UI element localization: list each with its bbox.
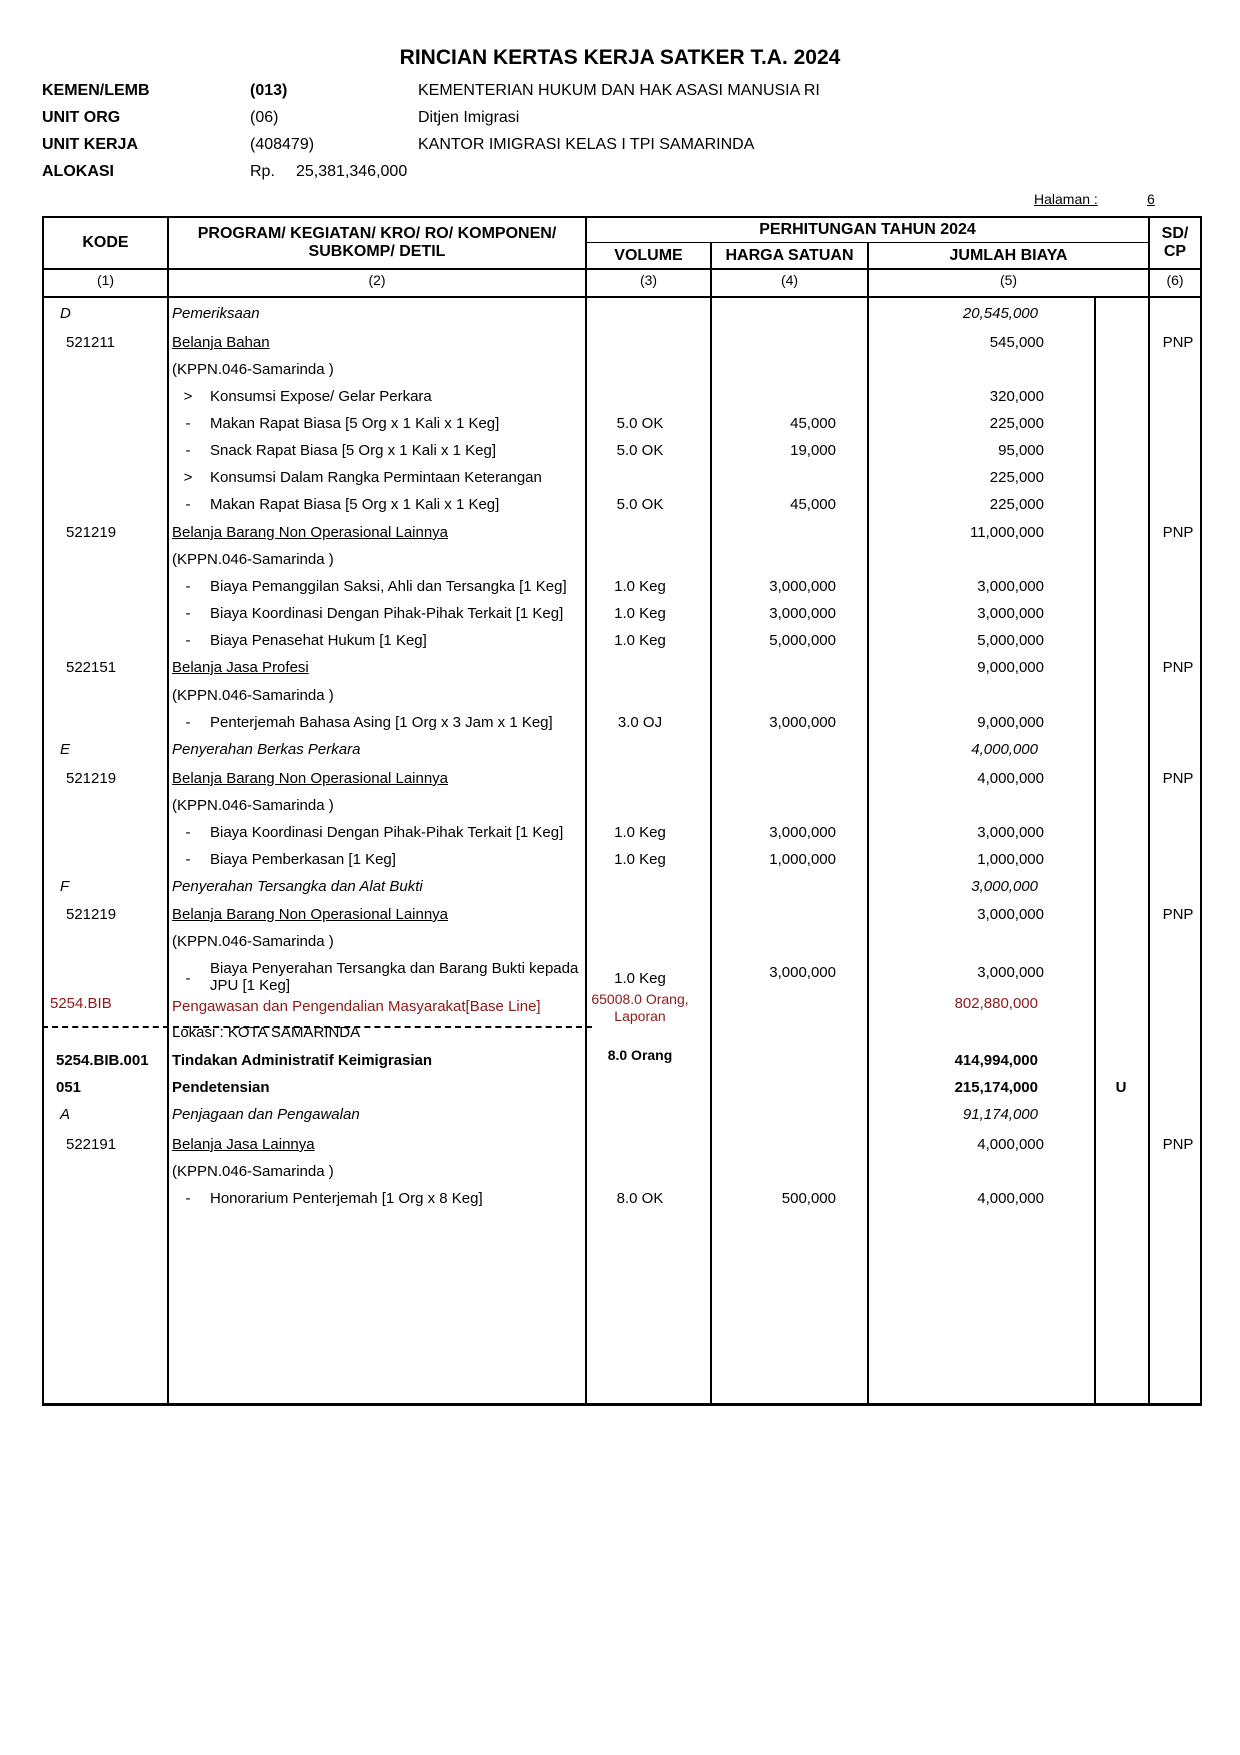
row-jumlah: 3,000,000	[977, 906, 1044, 923]
row-volume: 8.0 Orang	[607, 1047, 673, 1063]
row-marker: -	[185, 632, 191, 649]
row-jumlah: 4,000,000	[977, 770, 1044, 787]
row-volume: 5.0 OK	[616, 442, 664, 459]
row-harga: 3,000,000	[769, 714, 836, 731]
meta-name: KANTOR IMIGRASI KELAS I TPI SAMARINDA	[418, 136, 755, 153]
row-program: Belanja Bahan	[172, 334, 270, 351]
row-harga: 45,000	[790, 415, 836, 432]
column-divider	[867, 242, 869, 1406]
row-sdcp: PNP	[1162, 1136, 1194, 1153]
row-detail: Biaya Koordinasi Dengan Pihak-Pihak Terkait [1 Keg]	[210, 605, 564, 622]
meta-code: (013)	[250, 82, 288, 99]
row-volume: 5.0 OK	[616, 496, 664, 513]
row-harga: 19,000	[790, 442, 836, 459]
column-divider	[1094, 298, 1096, 1406]
row-sdcp: PNP	[1162, 659, 1194, 676]
column-divider	[1148, 216, 1150, 1406]
meta-code: (06)	[250, 109, 279, 126]
row-detail: Penterjemah Bahasa Asing [1 Org x 3 Jam x 1 Keg]	[210, 714, 553, 731]
meta-code: (408479)	[250, 136, 315, 153]
row-marker: >	[183, 469, 193, 486]
row-jumlah: 1,000,000	[977, 851, 1044, 868]
row-jumlah: 3,000,000	[971, 878, 1038, 895]
row-detail: Biaya Penyerahan Tersangka dan Barang Bukti kepada JPU [1 Keg]	[210, 960, 579, 994]
row-jumlah: 3,000,000	[977, 578, 1044, 595]
row-program: Pendetensian	[172, 1079, 270, 1096]
column-number: (6)	[1166, 272, 1184, 288]
page-label: Halaman :	[1034, 191, 1098, 207]
row-volume: 1.0 Keg	[614, 970, 666, 987]
header-divider	[42, 296, 1202, 298]
row-jumlah: 320,000	[989, 388, 1044, 405]
row-program: Belanja Barang Non Operasional Lainnya	[172, 524, 449, 541]
row-detail: Biaya Penasehat Hukum [1 Keg]	[210, 632, 427, 649]
row-detail: Makan Rapat Biasa [5 Org x 1 Kali x 1 Keg]	[210, 496, 500, 513]
row-program: Penjagaan dan Pengawalan	[172, 1106, 360, 1123]
row-sdcp: PNP	[1162, 524, 1194, 541]
row-jumlah: 3,000,000	[977, 824, 1044, 841]
row-marker: -	[185, 415, 191, 432]
row-volume: 3.0 OJ	[617, 714, 663, 731]
row-marker: -	[185, 442, 191, 459]
row-program: (KPPN.046-Samarinda )	[172, 687, 334, 704]
row-harga: 45,000	[790, 496, 836, 513]
column-number: (2)	[368, 272, 386, 288]
meta-kemen-lemb	[42, 82, 1042, 104]
column-divider	[585, 216, 587, 1406]
column-number: (1)	[96, 272, 115, 288]
row-jumlah: 225,000	[989, 496, 1044, 513]
meta-unit-org	[42, 109, 1042, 131]
meta-name: 25,381,346,000	[296, 163, 408, 180]
row-detail: Konsumsi Dalam Rangka Permintaan Keterangan	[210, 469, 542, 486]
header-harga: HARGA SATUAN	[725, 246, 854, 264]
header-program: PROGRAM/ KEGIATAN/ KRO/ RO/ KOMPONEN/ SUBKOMP/ DETIL	[197, 225, 557, 260]
row-kode: 5254.BIB.001	[56, 1052, 149, 1069]
row-detail: Biaya Koordinasi Dengan Pihak-Pihak Terkait [1 Keg]	[210, 824, 564, 841]
row-volume: 1.0 Keg	[614, 605, 666, 622]
row-program: Penyerahan Tersangka dan Alat Bukti	[172, 878, 423, 895]
meta-name: KEMENTERIAN HUKUM DAN HAK ASASI MANUSIA RI	[418, 82, 820, 99]
header-sdcp: SD/ CP	[1161, 225, 1189, 260]
row-detail: Honorarium Penterjemah [1 Org x 8 Keg]	[210, 1190, 483, 1207]
row-marker: -	[185, 496, 191, 513]
row-sdcp: PNP	[1162, 334, 1194, 351]
page-number: 6	[1147, 191, 1155, 207]
row-jumlah: 4,000,000	[971, 741, 1038, 758]
row-kode: 522151	[66, 659, 117, 676]
row-jumlah: 4,000,000	[977, 1190, 1044, 1207]
row-marker: -	[185, 1190, 191, 1207]
row-jumlah: 9,000,000	[977, 714, 1044, 731]
row-jumlah: 91,174,000	[962, 1106, 1038, 1123]
row-harga: 3,000,000	[769, 578, 836, 595]
row-kode: 521219	[66, 524, 117, 541]
row-volume: 8.0 OK	[616, 1190, 664, 1207]
row-harga: 3,000,000	[769, 605, 836, 622]
header-perhitungan: PERHITUNGAN TAHUN 2024	[759, 221, 976, 238]
meta-label: ALOKASI	[42, 163, 114, 180]
meta-code: Rp.	[250, 163, 275, 180]
row-kode: 5254.BIB	[50, 995, 112, 1012]
row-jumlah: 9,000,000	[977, 659, 1044, 676]
row-detail: Konsumsi Expose/ Gelar Perkara	[210, 388, 432, 405]
column-divider	[167, 216, 169, 1406]
row-jumlah: 95,000	[998, 442, 1044, 459]
column-number: (5)	[999, 272, 1018, 288]
row-jumlah: 225,000	[989, 469, 1044, 486]
meta-unit-kerja	[42, 136, 1042, 158]
row-detail: Makan Rapat Biasa [5 Org x 1 Kali x 1 Keg]	[210, 415, 500, 432]
header-divider	[42, 268, 1202, 270]
row-marker: -	[185, 605, 191, 622]
row-program: Belanja Barang Non Operasional Lainnya	[172, 770, 449, 787]
row-program: (KPPN.046-Samarinda )	[172, 933, 334, 950]
row-jumlah: 545,000	[989, 334, 1044, 351]
row-program: Lokasi : KOTA SAMARINDA	[172, 1024, 361, 1041]
row-program: Penyerahan Berkas Perkara	[172, 741, 361, 758]
row-program: (KPPN.046-Samarinda )	[172, 551, 334, 568]
column-number: (4)	[780, 272, 799, 288]
row-jumlah: 3,000,000	[977, 605, 1044, 622]
row-harga: 500,000	[781, 1190, 836, 1207]
row-jumlah: 802,880,000	[954, 995, 1038, 1012]
row-marker: -	[185, 578, 191, 595]
row-jumlah: 11,000,000	[970, 524, 1044, 541]
row-kode: 521219	[66, 770, 117, 787]
row-harga: 3,000,000	[769, 964, 836, 981]
row-detail: Snack Rapat Biasa [5 Org x 1 Kali x 1 Keg]	[210, 442, 496, 459]
meta-label: KEMEN/LEMB	[42, 82, 150, 99]
row-volume: 1.0 Keg	[614, 578, 666, 595]
meta-label: UNIT ORG	[42, 109, 121, 126]
row-marker: -	[185, 970, 191, 987]
row-kode: A	[60, 1106, 71, 1123]
row-jumlah: 20,545,000	[962, 305, 1038, 322]
meta-label: UNIT KERJA	[42, 136, 139, 153]
row-program: Belanja Barang Non Operasional Lainnya	[172, 906, 449, 923]
row-kode: F	[60, 878, 70, 895]
row-kode: 522191	[66, 1136, 117, 1153]
row-kode: 521211	[66, 334, 115, 351]
header-volume: VOLUME	[614, 246, 683, 264]
row-jumlah: 5,000,000	[977, 632, 1044, 649]
row-marker: -	[185, 851, 191, 868]
row-detail: Biaya Pemanggilan Saksi, Ahli dan Tersangka [1 Keg]	[210, 578, 567, 595]
row-jumlah: 3,000,000	[977, 964, 1044, 981]
row-kode: E	[60, 741, 71, 758]
row-kode: 521219	[66, 906, 117, 923]
row-marker: >	[183, 388, 193, 405]
column-number: (3)	[639, 272, 658, 288]
header-kode: KODE	[82, 234, 129, 251]
row-jumlah: 414,994,000	[954, 1052, 1038, 1069]
row-jumlah: 225,000	[989, 415, 1044, 432]
row-volume: 1.0 Keg	[614, 632, 666, 649]
row-program: Pemeriksaan	[172, 305, 260, 322]
row-kode: D	[60, 305, 71, 322]
meta-name: Ditjen Imigrasi	[418, 109, 520, 126]
page-title: RINCIAN KERTAS KERJA SATKER T.A. 2024	[399, 46, 841, 69]
row-program: Tindakan Administratif Keimigrasian	[172, 1052, 433, 1069]
row-marker: -	[185, 714, 191, 731]
row-harga: 1,000,000	[769, 851, 836, 868]
row-volume: 1.0 Keg	[614, 824, 666, 841]
row-program: Belanja Jasa Lainnya	[172, 1136, 315, 1153]
row-program: (KPPN.046-Samarinda )	[172, 361, 334, 378]
header-jumlah: JUMLAH BIAYA	[949, 246, 1068, 264]
meta-alokasi	[42, 163, 1042, 185]
row-volume: 5.0 OK	[616, 415, 664, 432]
row-program: (KPPN.046-Samarinda )	[172, 797, 334, 814]
row-marker: -	[185, 824, 191, 841]
row-kode: 051	[56, 1079, 82, 1096]
row-program: Pengawasan dan Pengendalian Masyarakat[Base Line]	[172, 998, 541, 1015]
row-volume: 65008.0 Orang, Laporan	[591, 991, 689, 1024]
row-flag: U	[1115, 1079, 1127, 1096]
row-harga: 5,000,000	[769, 632, 836, 649]
row-sdcp: PNP	[1162, 770, 1194, 787]
row-detail: Biaya Pemberkasan [1 Keg]	[210, 851, 396, 868]
row-program: (KPPN.046-Samarinda )	[172, 1163, 334, 1180]
row-volume: 1.0 Keg	[614, 851, 666, 868]
row-jumlah: 215,174,000	[954, 1079, 1038, 1096]
row-sdcp: PNP	[1162, 906, 1194, 923]
row-program: Belanja Jasa Profesi	[172, 659, 309, 676]
row-harga: 3,000,000	[769, 824, 836, 841]
row-jumlah: 4,000,000	[977, 1136, 1044, 1153]
